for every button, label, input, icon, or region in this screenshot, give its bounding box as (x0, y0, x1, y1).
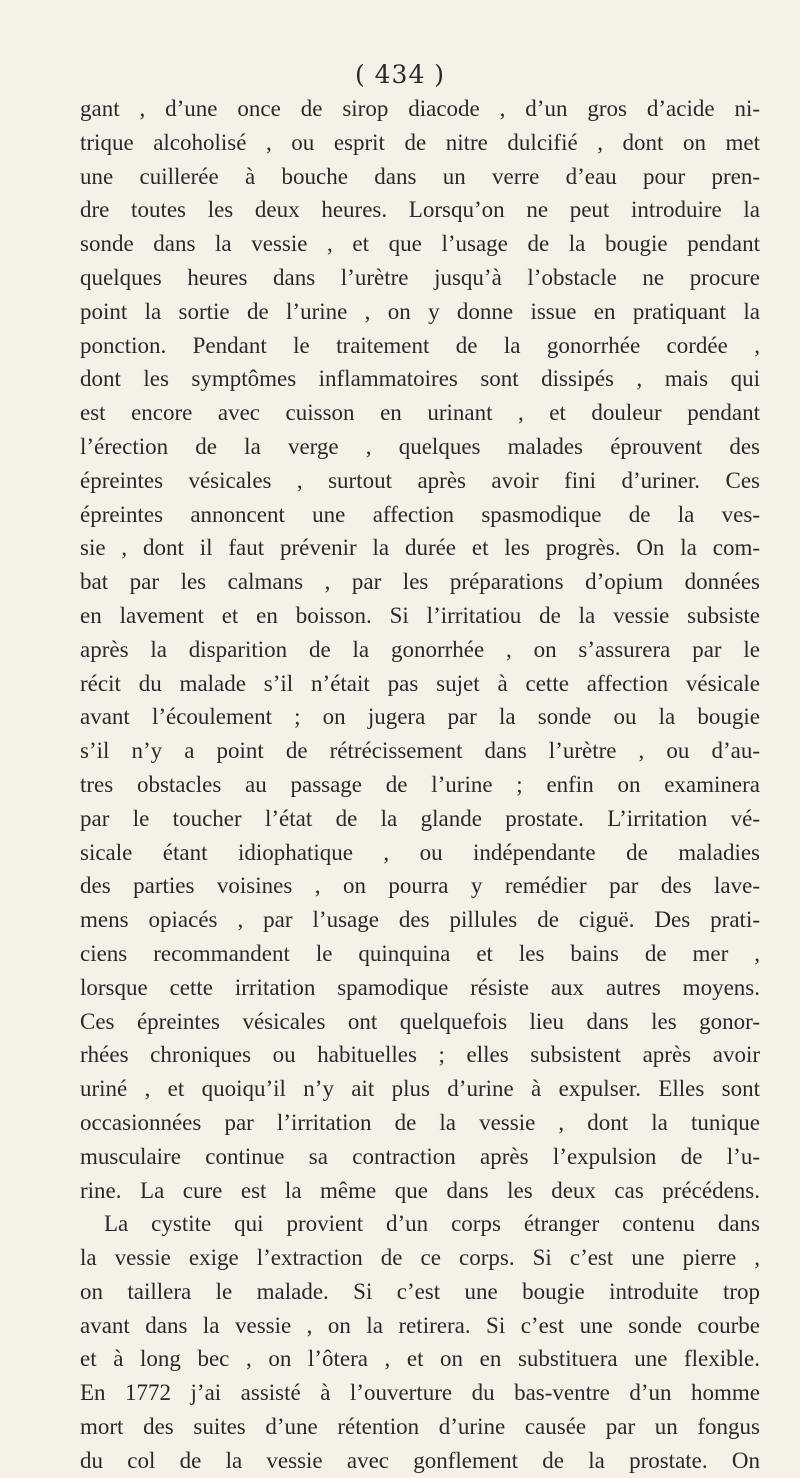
text-line: occasionnées par l’irritation de la vessie , dont la tunique (80, 1109, 760, 1135)
text-line: bat par les calmans , par les préparations d’opium données (80, 569, 760, 595)
text-line: rine. La cure est la même que dans les deux cas précédens. (80, 1177, 760, 1203)
text-line: et à long bec , on l’ôtera , et on en substituera une flexible. (80, 1346, 760, 1372)
text-line: sie , dont il faut prévenir la durée et les progrès. On la com- (80, 535, 760, 561)
text-line: avant dans la vessie , on la retirera. Si c’est une sonde courbe (80, 1312, 760, 1338)
text-line: lorsque cette irritation spamodique résiste aux autres moyens. (80, 974, 760, 1000)
text-line: mort des suites d’une rétention d’urine causée par un fongus (80, 1414, 760, 1440)
text-line: dre toutes les deux heures. Lorsqu’on ne peut introduire la (80, 197, 760, 223)
text-line: épreintes vésicales , surtout après avoir fini d’uriner. Ces (80, 467, 760, 493)
text-line: mens opiacés , par l’usage des pillules de ciguë. Des prati- (80, 907, 760, 933)
text-line: gant , d’une once de sirop diacode , d’un gros d’acide ni- (80, 96, 760, 121)
text-line: s’il n’y a point de rétrécissement dans l’urètre , ou d’au- (80, 738, 760, 764)
text-line: après la disparition de la gonorrhée , on s’assurera par le (80, 636, 760, 662)
text-line: trique alcoholisé , ou esprit de nitre dulcifié , dont on met (80, 129, 760, 155)
text-line: est encore avec cuisson en urinant , et douleur pendant (80, 400, 760, 426)
text-line: tres obstacles au passage de l’urine ; enfin on examinera (80, 771, 760, 797)
text-line: Ces épreintes vésicales ont quelquefois lieu dans les gonor- (80, 1008, 760, 1034)
text-line: une cuillerée à bouche dans un verre d’eau pour pren- (80, 163, 760, 189)
text-line: musculaire continue sa contraction après l’expulsion de l’u- (80, 1143, 760, 1169)
text-line: La cystite qui provient d’un corps étranger contenu dans (104, 1211, 760, 1237)
text-line: En 1772 j’ai assisté à l’ouverture du bas-ventre d’un homme (80, 1380, 760, 1406)
text-line: l’érection de la verge , quelques malades éprouvent des (80, 433, 760, 459)
text-line: uriné , et quoiqu’il n’y ait plus d’urine à expulser. Elles sont (80, 1076, 760, 1102)
text-line: des parties voisines , on pourra y remédier par des lave- (80, 873, 760, 899)
text-line: par le toucher l’état de la glande prostate. L’irritation vé- (80, 805, 760, 831)
text-line: sicale étant idiophatique , ou indépendante de maladies (80, 839, 760, 865)
text-line: avant l’écoulement ; on jugera par la sonde ou la bougie (80, 704, 760, 730)
text-line: dont les symptômes inflammatoires sont dissipés , mais qui (80, 366, 760, 392)
text-line: quelques heures dans l’urètre jusqu’à l’obstacle ne procure (80, 264, 760, 290)
text-line: la vessie exige l’extraction de ce corps. Si c’est une pierre , (80, 1245, 760, 1271)
text-line: ciens recommandent le quinquina et les bains de mer , (80, 940, 760, 966)
text-line: du col de la vessie avec gonflement de la prostate. On (80, 1447, 760, 1473)
text-line: point la sortie de l’urine , on y donne issue en pratiquant la (80, 298, 760, 324)
text-line: rhées chroniques ou habituelles ; elles subsistent après avoir (80, 1042, 760, 1068)
text-line: ponction. Pendant le traitement de la gonorrhée cordée , (80, 332, 760, 358)
text-line: épreintes annoncent une affection spasmodique de la ves- (80, 501, 760, 527)
text-line: récit du malade s’il n’était pas sujet à cette affection vésicale (80, 670, 760, 696)
text-line: on taillera le malade. Si c’est une bougie introduite trop (80, 1278, 760, 1304)
body-text (80, 92, 760, 1478)
text-line: sonde dans la vessie , et que l’usage de la bougie pendant (80, 231, 760, 257)
text-line: en lavement et en boisson. Si l’irritatiou de la vessie subsiste (80, 602, 760, 628)
page-number: ( 434 ) (354, 60, 446, 89)
